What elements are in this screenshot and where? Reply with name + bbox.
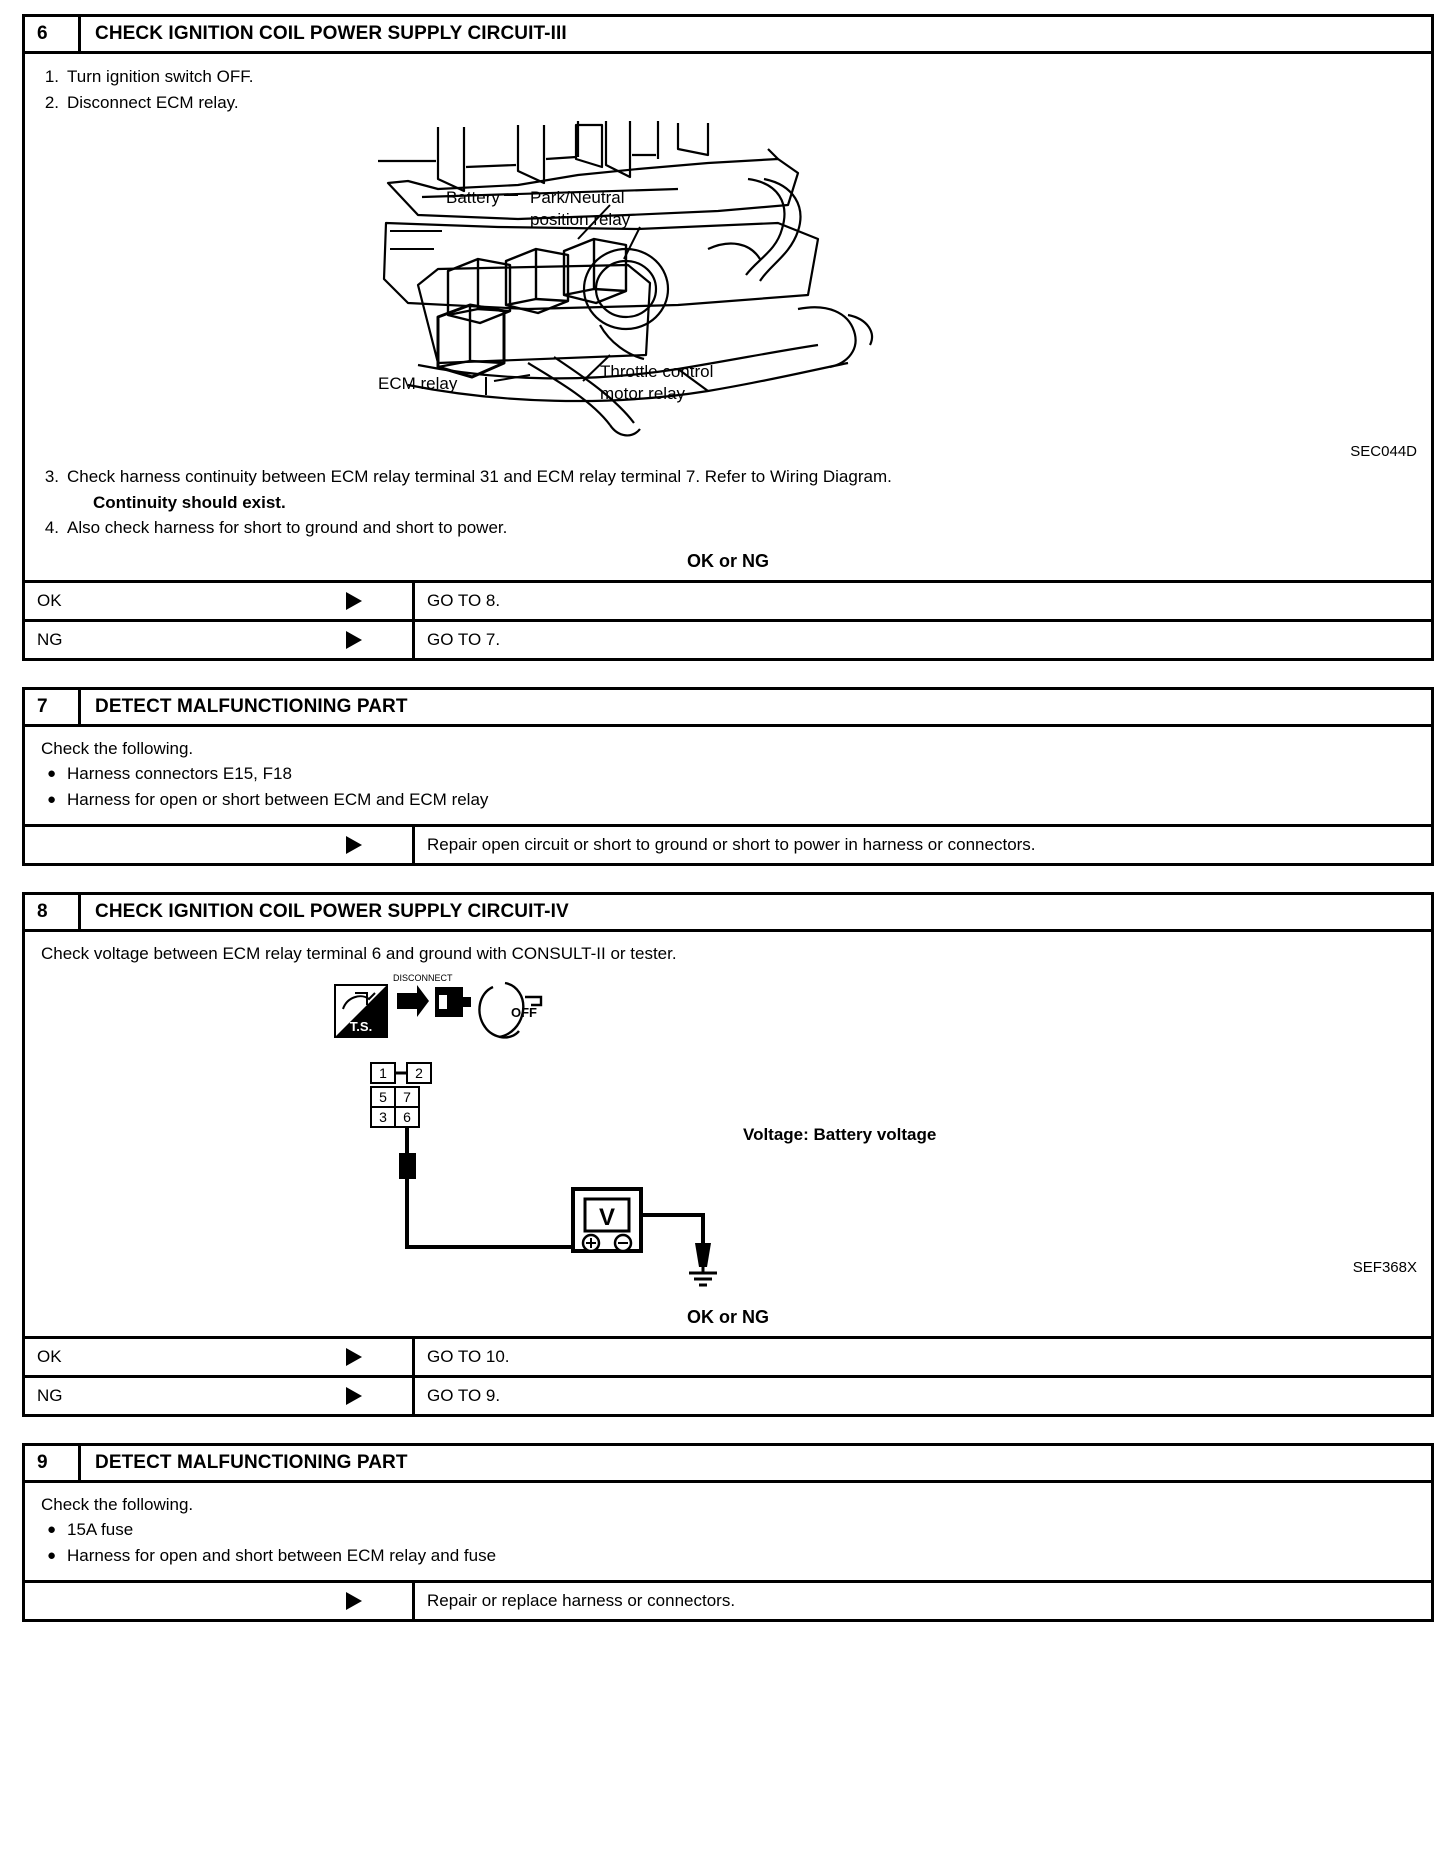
result-label	[25, 827, 295, 863]
label-park-neutral-line2: position relay	[530, 210, 631, 229]
bullet-text: Harness for open or short between ECM and ECM relay	[67, 789, 489, 809]
svg-text:2: 2	[415, 1064, 423, 1081]
arrow-icon	[295, 1583, 415, 1619]
step-number: 7	[25, 690, 81, 724]
result-label	[25, 1583, 295, 1619]
result-row	[25, 1375, 1431, 1414]
disconnect-icon	[393, 973, 471, 1017]
svg-text:T.S.: T.S.	[349, 1018, 373, 1034]
check-intro: Check the following.	[41, 1494, 194, 1514]
voltage-test-figure	[25, 967, 1431, 1297]
svg-text:6: 6	[403, 1108, 411, 1125]
step-number: 6	[25, 17, 81, 51]
ts-icon	[335, 985, 387, 1037]
figure-code: SEC044D	[1350, 443, 1417, 460]
step-body-8	[25, 932, 1431, 1414]
result-action: GO TO 8.	[427, 590, 501, 610]
instruction-index: 4.	[44, 518, 59, 537]
svg-text:5: 5	[379, 1088, 387, 1105]
instruction-index: 3.	[44, 467, 59, 486]
result-row	[25, 824, 1431, 863]
voltage-test-illustration	[25, 967, 1425, 1297]
step-box-9	[22, 1443, 1434, 1623]
result-row	[25, 1336, 1431, 1375]
step-title: CHECK IGNITION COIL POWER SUPPLY CIRCUIT-III	[95, 23, 567, 44]
bullet-item	[25, 761, 1431, 787]
result-action: Repair open circuit or short to ground or short to power in harness or connectors.	[427, 835, 1036, 855]
bullet-icon: ●	[47, 1546, 57, 1564]
bullet-item	[25, 1543, 1431, 1569]
ok-or-ng-label: OK or NG	[686, 1306, 769, 1327]
check-intro: Check the following.	[41, 738, 194, 758]
result-row	[25, 580, 1431, 619]
result-row	[25, 1580, 1431, 1619]
step-header-6	[25, 17, 1431, 54]
step-header-8	[25, 895, 1431, 932]
bullet-icon: ●	[47, 790, 57, 808]
ground-probe	[695, 1243, 711, 1267]
ok-or-ng-label: OK or NG	[686, 550, 769, 571]
label-throttle-line1: Throttle control	[600, 362, 714, 381]
continuity-note: Continuity should exist.	[93, 492, 286, 512]
arrow-icon	[295, 622, 415, 658]
result-label: OK	[37, 1346, 62, 1366]
arrow-icon	[295, 583, 415, 619]
svg-text:3: 3	[379, 1108, 387, 1125]
step-box-8	[22, 892, 1434, 1417]
instruction-text: Turn ignition switch OFF.	[67, 67, 254, 86]
ignition-off-icon	[479, 983, 541, 1037]
svg-text:OFF: OFF	[511, 1004, 537, 1020]
ground-symbol	[689, 1267, 717, 1285]
result-action: Repair or replace harness or connectors.	[427, 1591, 736, 1611]
step-body-9	[25, 1483, 1431, 1620]
instruction-text: Check harness continuity between ECM relay terminal 31 and ECM relay terminal 7. Refer to Wiring Diagram.	[67, 467, 892, 486]
probe-tip	[399, 1153, 416, 1179]
instruction-text: Also check harness for short to ground and short to power.	[67, 518, 508, 537]
arrow-icon	[295, 1378, 415, 1414]
step-body-6	[25, 54, 1431, 658]
result-label: NG	[37, 1385, 63, 1405]
result-action: GO TO 10.	[427, 1346, 510, 1366]
instruction-line	[25, 64, 1431, 90]
bullet-icon: ●	[47, 765, 57, 783]
step-header-9	[25, 1446, 1431, 1483]
label-park-neutral-line1: Park/Neutral	[530, 188, 625, 207]
bullet-icon: ●	[47, 1521, 57, 1539]
engine-bay-illustration	[378, 119, 1078, 449]
svg-text:7: 7	[403, 1088, 411, 1105]
voltage-note: Voltage: Battery voltage	[743, 1124, 937, 1144]
label-throttle-line2: motor relay	[600, 384, 686, 403]
arrow-icon	[295, 827, 415, 863]
bullet-text: 15A fuse	[67, 1520, 134, 1540]
instruction-line	[25, 90, 1431, 116]
svg-text:DISCONNECT: DISCONNECT	[393, 972, 453, 983]
instruction-text: Disconnect ECM relay.	[67, 92, 239, 112]
figure-code: SEF368X	[1352, 1258, 1417, 1276]
result-label: NG	[37, 629, 63, 649]
svg-text:V: V	[598, 1203, 616, 1231]
step-title: DETECT MALFUNCTIONING PART	[95, 695, 408, 717]
result-action: GO TO 9.	[427, 1385, 501, 1405]
bullet-item	[25, 1517, 1431, 1543]
step-number: 8	[25, 895, 81, 929]
instruction-line	[25, 515, 1431, 541]
step-box-7	[22, 687, 1434, 867]
bullet-item	[25, 787, 1431, 813]
arrow-icon	[295, 1339, 415, 1375]
step-title: DETECT MALFUNCTIONING PART	[95, 1451, 408, 1473]
instruction-index: 2.	[44, 92, 59, 112]
bullet-text: Harness for open and short between ECM relay and fuse	[67, 1545, 497, 1565]
step-title: CHECK IGNITION COIL POWER SUPPLY CIRCUIT-IV	[95, 901, 569, 923]
step-header-7	[25, 690, 1431, 727]
step-body-7	[25, 727, 1431, 864]
svg-text:1: 1	[379, 1064, 387, 1081]
instruction-line	[25, 464, 1431, 490]
check-intro: Check voltage between ECM relay terminal 6 and ground with CONSULT-II or tester.	[41, 944, 677, 964]
result-label: OK	[37, 590, 62, 610]
voltmeter-icon	[573, 1189, 641, 1251]
step-box-6	[22, 14, 1434, 661]
step-number: 9	[25, 1446, 81, 1480]
result-action: GO TO 7.	[427, 629, 501, 649]
instruction-index: 1.	[44, 67, 59, 86]
result-row	[25, 619, 1431, 658]
bullet-text: Harness connectors E15, F18	[67, 764, 292, 784]
engine-bay-figure	[25, 119, 1431, 449]
label-ecm-relay: ECM relay	[378, 374, 458, 393]
label-battery: Battery	[446, 188, 500, 207]
